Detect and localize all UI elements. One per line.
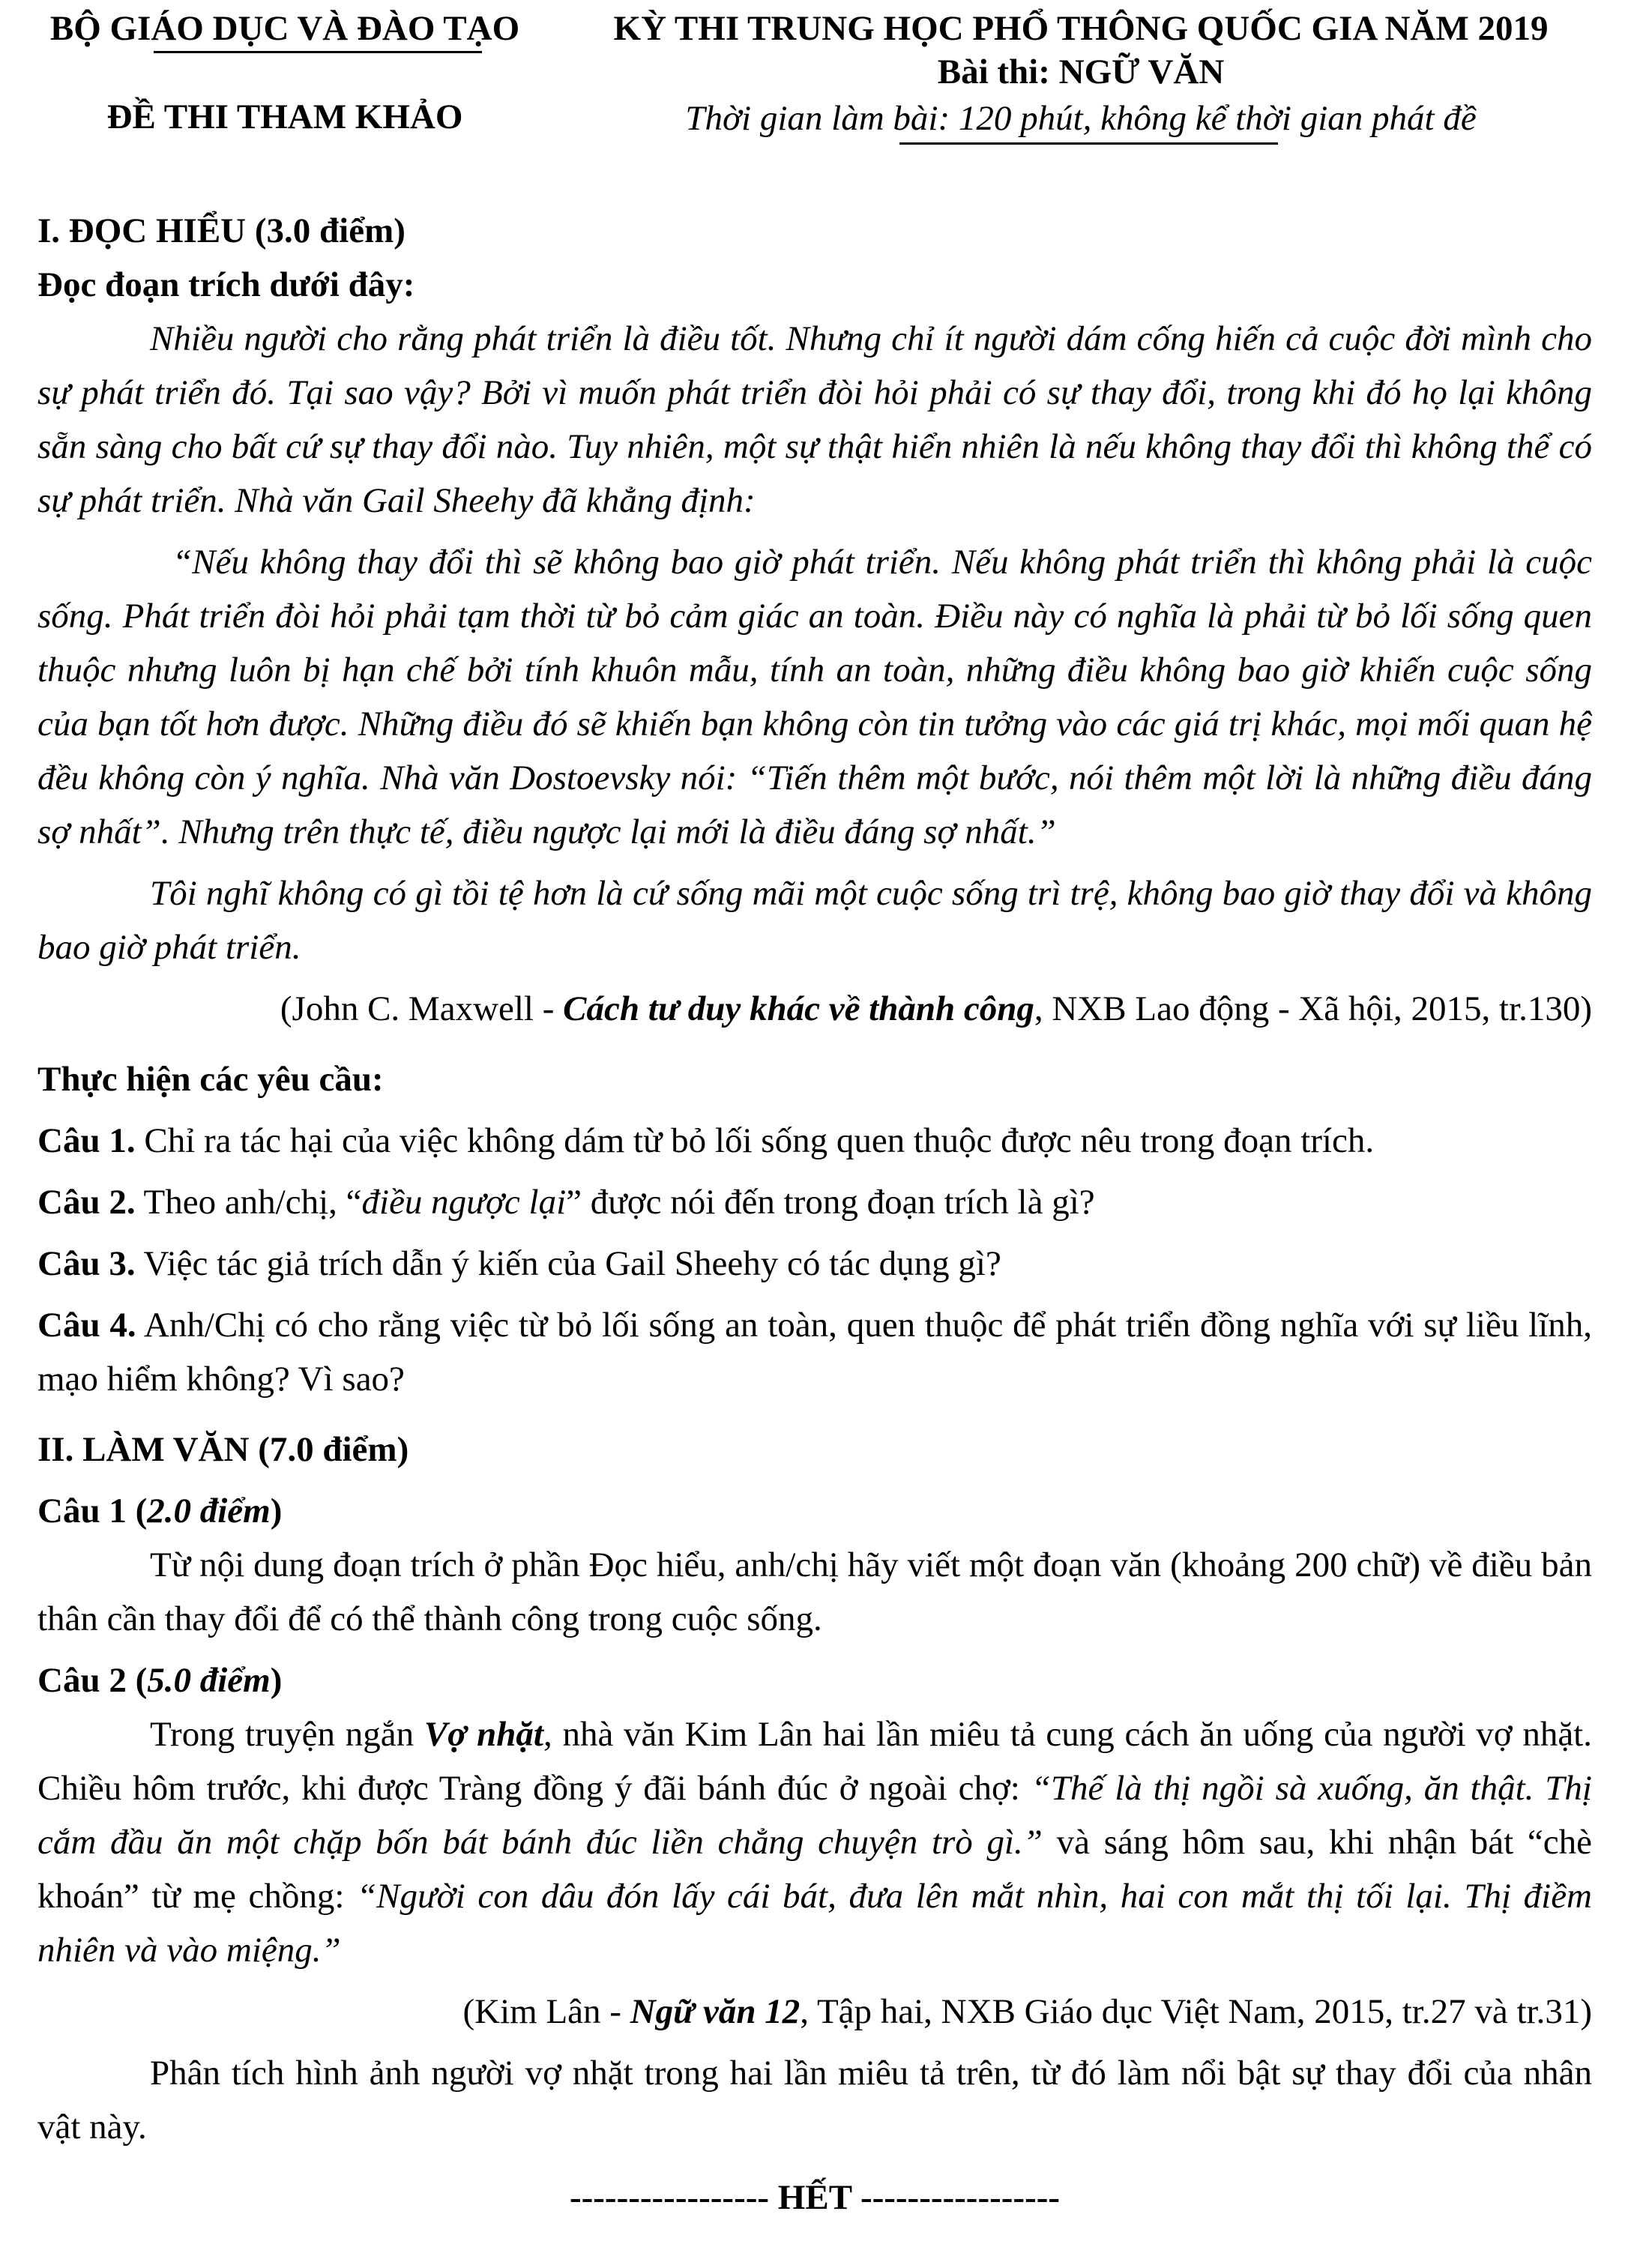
question-3: Câu 3. Việc tác giả trích dẫn ý kiến của Gail Sheehy có tác dụng gì? bbox=[37, 1244, 1001, 1283]
end-marker: ----------------- HẾT ----------------- bbox=[569, 2178, 1061, 2217]
part1-heading: I. ĐỌC HIỂU (3.0 điểm) bbox=[37, 211, 406, 250]
time-underline bbox=[899, 142, 1278, 145]
exam-body bbox=[37, 204, 1592, 2225]
part2-heading: II. LÀM VĂN (7.0 điểm) bbox=[37, 1430, 409, 1469]
exam-time: Thời gian làm bài: 120 phút, không kể thời gian phát đề bbox=[685, 99, 1477, 138]
essay-question-1-text: Từ nội dung đoạn trích ở phần Đọc hiểu, anh/chị hãy viết một đoạn văn (khoảng 200 chữ) về điều bản thân cần thay đổi để có thể thành công trong cuộc sống. bbox=[37, 1545, 1592, 1638]
ministry-name: BỘ GIÁO DỤC VÀ ĐÀO TẠO bbox=[49, 9, 520, 48]
passage-paragraph-1: Nhiều người cho rằng phát triển là điều tốt. Nhưng chỉ ít người dám cống hiến cả cuộc đời mình cho sự phát triển đó. Tại sao vậy? Bởi vì muốn phát triển đòi hỏi phải có sự thay đổi, trong khi đó họ lại không sẵn sàng cho bất cứ sự thay đổi nào. Tuy nhiên, một sự thật hiển nhiên là nếu không thay đổi thì không thể có sự phát triển. Nhà văn Gail Sheehy đã khẳng định: bbox=[37, 319, 1592, 520]
exam-subject: Bài thi: NGỮ VĂN bbox=[937, 52, 1225, 91]
question-1: Câu 1. Chỉ ra tác hại của việc không dám từ bỏ lối sống quen thuộc được nêu trong đoạn trích. bbox=[37, 1121, 1375, 1160]
question-4: Câu 4. Anh/Chị có cho rằng việc từ bỏ lối sống an toàn, quen thuộc để phát triển đồng nghĩa với sự liều lĩnh, mạo hiểm không? Vì sao? bbox=[37, 1306, 1592, 1399]
exam-type: ĐỀ THI THAM KHẢO bbox=[106, 97, 463, 136]
question-2: Câu 2. Theo anh/chị, “điều ngược lại” được nói đến trong đoạn trích là gì? bbox=[37, 1183, 1095, 1222]
essay-question-1-label: Câu 1 (2.0 điểm) bbox=[37, 1492, 283, 1530]
essay-task: Phân tích hình ảnh người vợ nhặt trong hai lần miêu tả trên, từ đó làm nổi bật sự thay đổi của nhân vật này. bbox=[37, 2054, 1592, 2147]
exam-header bbox=[37, 0, 1592, 157]
source-book-title: Cách tư duy khác về thành công bbox=[563, 989, 1034, 1028]
requirements-heading: Thực hiện các yêu cầu: bbox=[37, 1060, 384, 1099]
reading-instruction: Đọc đoạn trích dưới đây: bbox=[37, 265, 415, 304]
ministry-underline bbox=[154, 51, 482, 53]
work-title: Vợ nhặt bbox=[423, 1715, 543, 1754]
quote-2: “Người con dâu đón lấy cái bát, đưa lên mắt nhìn, hai con mắt thị tối lại. Thị điềm nhiên và vào miệng.” bbox=[37, 1877, 1592, 1970]
essay-question-2-text: Trong truyện ngắn Vợ nhặt, nhà văn Kim Lân hai lần miêu tả cung cách ăn uống của người vợ nhặt. Chiều hôm trước, khi được Tràng đồng ý đãi bánh đúc ở ngoài chợ: “Thế là thị ngồi sà xuống, ăn thật. Thị cắm đầu ăn một chặp bốn bát bánh đúc liền chẳng chuyện trò gì.” và sáng hôm sau, khi nhận bát “chè khoán” từ mẹ chồng: “Người con dâu đón lấy cái bát, đưa lên mắt nhìn, hai con mắt thị tối lại. Thị điềm nhiên và vào miệng.” bbox=[37, 1715, 1592, 1970]
passage-source: (John C. Maxwell - Cách tư duy khác về thành công, NXB Lao động - Xã hội, 2015, tr.130) bbox=[280, 989, 1592, 1028]
passage-quote: “Nếu không thay đổi thì sẽ không bao giờ phát triển. Nếu không phát triển thì không phải là cuộc sống. Phát triển đòi hỏi phải tạm thời từ bỏ cảm giác an toàn. Điều này có nghĩa là phải từ bỏ lối sống quen thuộc nhưng luôn bị hạn chế bởi tính khuôn mẫu, tính an toàn, những điều không bao giờ khiến cuộc sống của bạn tốt hơn được. Những điều đó sẽ khiến bạn không còn tin tưởng vào các giá trị khác, mọi mối quan hệ đều không còn ý nghĩa. Nhà văn Dostoevsky nói: “Tiến thêm một bước, nói thêm một lời là những điều đáng sợ nhất”. Nhưng trên thực tế, điều ngược lại mới là điều đáng sợ nhất.” bbox=[37, 543, 1592, 851]
quote-1: “Thế là thị ngồi sà xuống, ăn thật. Thị cắm đầu ăn một chặp bốn bát bánh đúc liền chẳng chuyện trò gì.” bbox=[37, 1769, 1592, 1862]
essay-source: (Kim Lân - Ngữ văn 12, Tập hai, NXB Giáo dục Việt Nam, 2015, tr.27 và tr.31) bbox=[462, 1992, 1592, 2031]
exam-title: KỲ THI TRUNG HỌC PHỔ THÔNG QUỐC GIA NĂM 2019 bbox=[613, 9, 1549, 48]
essay-source-title: Ngữ văn 12 bbox=[630, 1992, 801, 2031]
passage-paragraph-3: Tôi nghĩ không có gì tồi tệ hơn là cứ sống mãi một cuộc sống trì trệ, không bao giờ thay đổi và không bao giờ phát triển. bbox=[37, 874, 1592, 967]
essay-question-2-label: Câu 2 (5.0 điểm) bbox=[37, 1661, 283, 1700]
